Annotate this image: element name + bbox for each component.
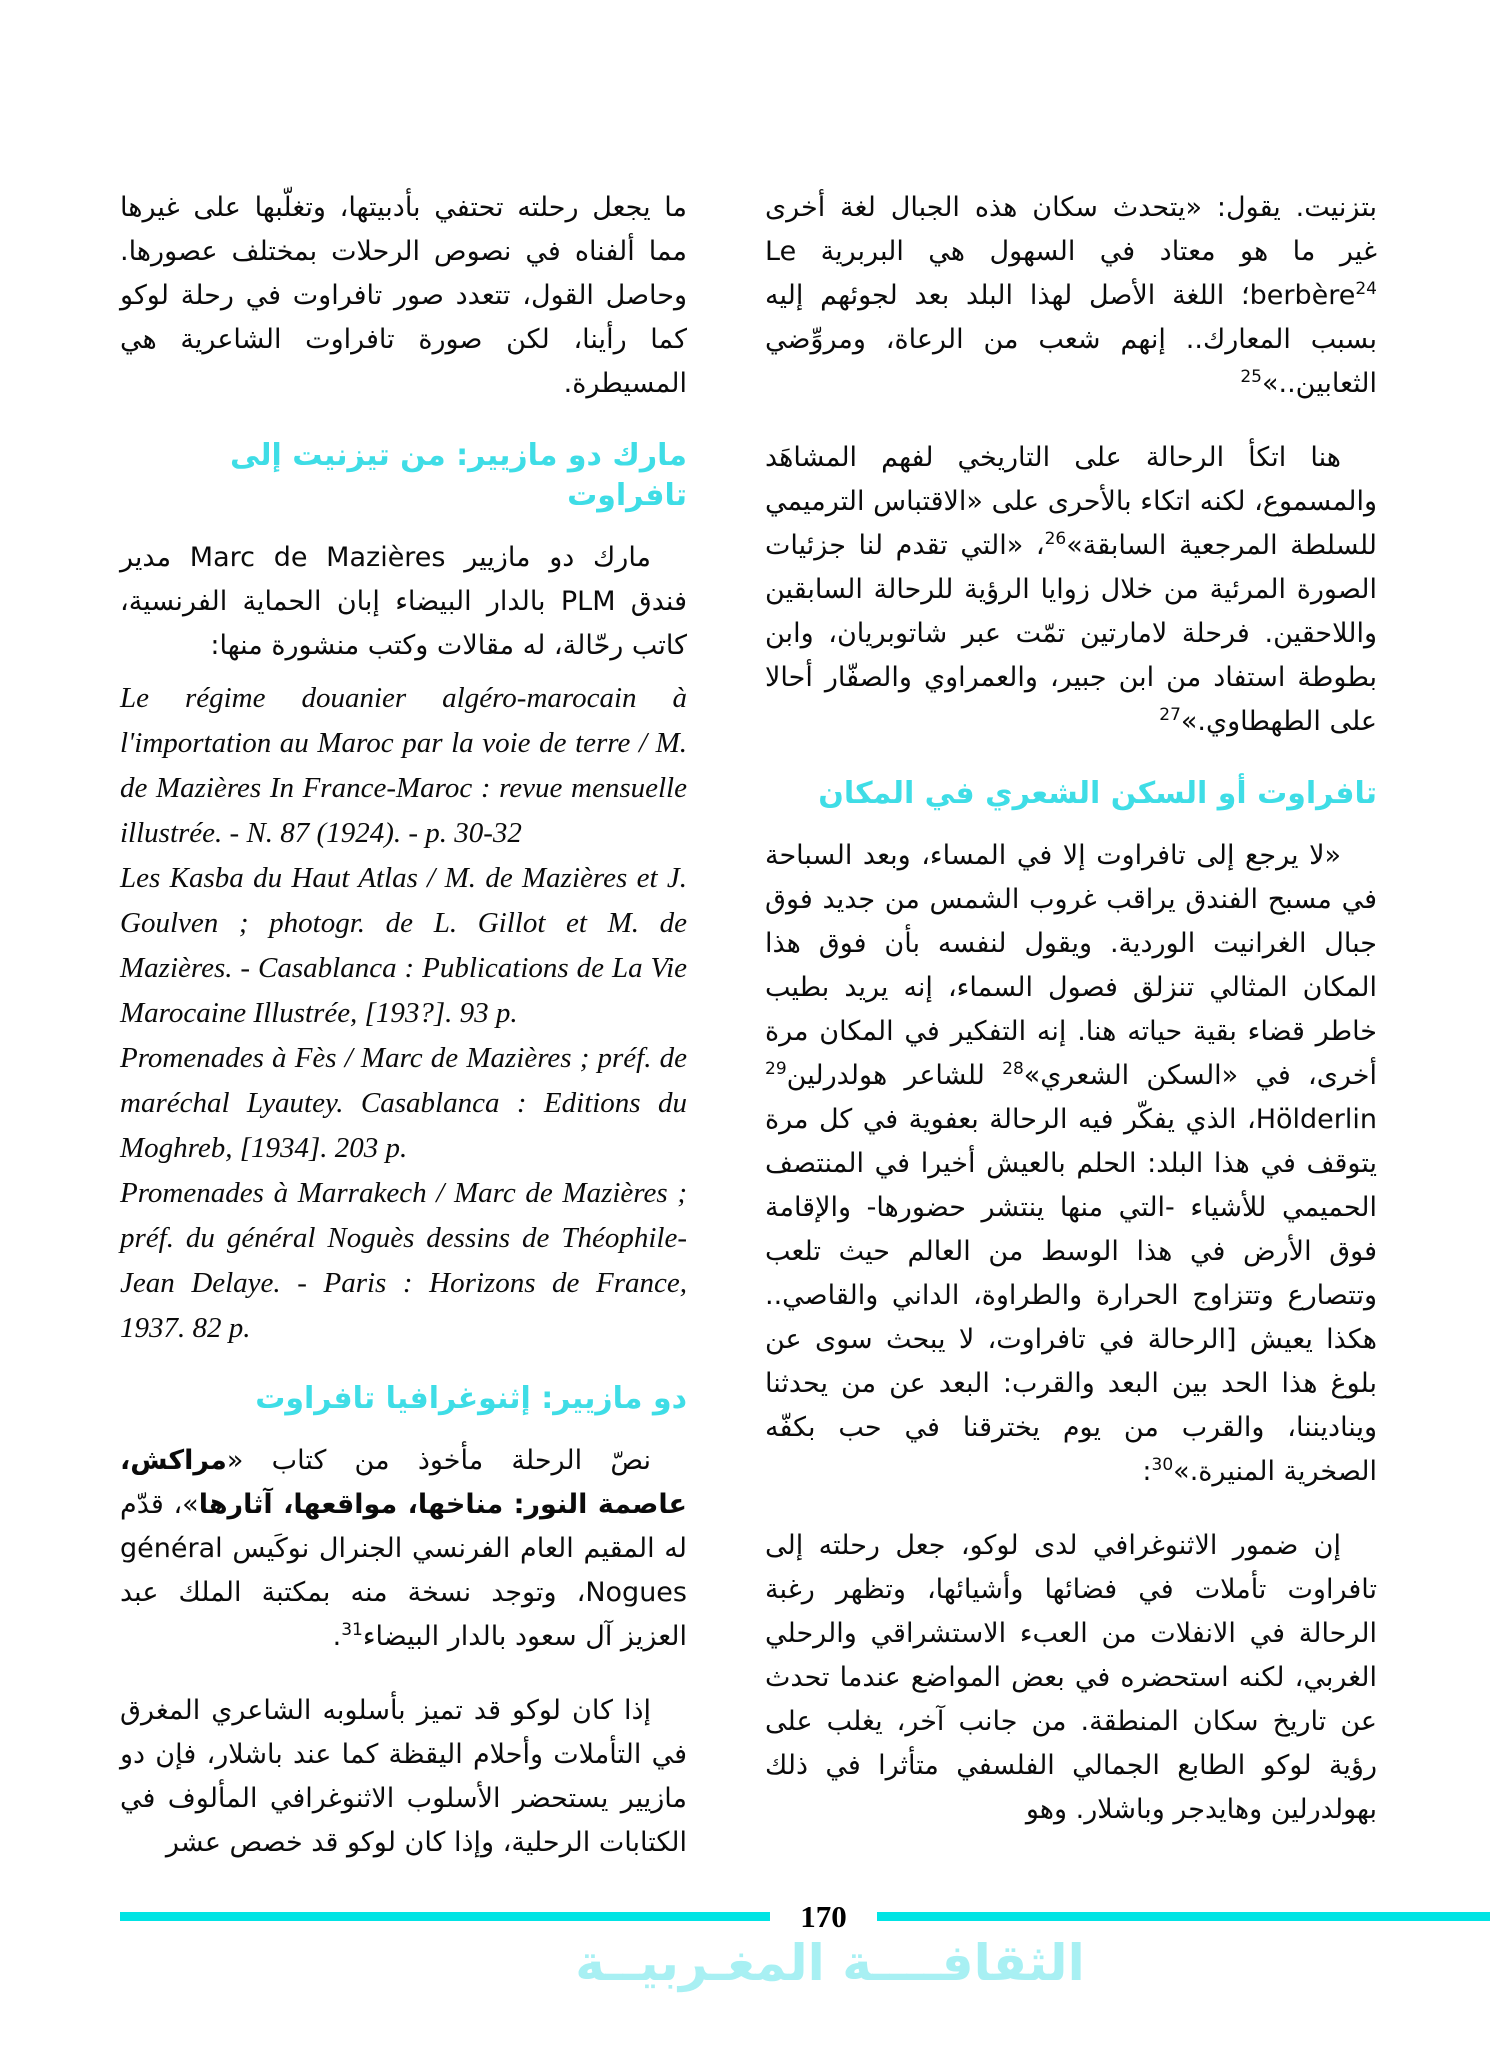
body-paragraph (120, 186, 687, 406)
section-heading: مارك دو مازيير: من تيزنيت إلى تافراوت (229, 438, 687, 513)
left-column (120, 186, 687, 1895)
body-paragraph (120, 536, 687, 668)
text-segment: ، «التي تقدم لنا جزئيات الصورة المرئية من خلال زوايا الرؤية للرحالة السابقين واللاحقين. فرحلة لامارتين تمّت عبر شاتوبريان، وابن بطوطة استفاد من ابن جبير، والعمراوي والصفّار أحالا على الطهطاوي.» (765, 530, 1377, 737)
bibliography-item: Les Kasba du Haut Atlas / M. de Mazières et J. Goulven ; photogr. de L. Gillot et M. de Mazières. - Casablanca : Publications de La Vie Marocaine Illustrée, [193?]. 93 p. (120, 862, 687, 1029)
section-heading: دو مازيير: إثنوغرافيا تافراوت (255, 1381, 687, 1416)
bibliography-list (120, 676, 687, 1351)
footnote-ref: 31 (341, 1620, 363, 1640)
bibliography-item: Promenades à Marrakech / Marc de Mazières ; préf. du général Noguès dessins de Théophile-Jean Delaye. - Paris : Horizons de France, 1937. 82 p. (120, 1177, 687, 1344)
page-number: 170 (800, 1898, 847, 1934)
text-segment: »، قدّم له المقيم العام الفرنسي الجنرال نوكَيس général Nogues، وتوجد نسخة منه بمكتبة الملك عبد العزيز آل سعود بالدار البيضاء (120, 1489, 687, 1652)
body-paragraph (120, 1689, 687, 1865)
footnote-ref: 29 (765, 1059, 787, 1079)
text-segment: ما يجعل رحلته تحتفي بأدبيتها، وتغلّبها على غيرها مما ألفناه في نصوص الرحلات بمختلف عصورها. وحاصل القول، تتعدد صور تافراوت في رحلة لوكو كما رأينا، لكن صورة تافراوت الشاعرية هي المسيطرة. (120, 192, 687, 399)
text-segment: إذا كان لوكو قد تميز بأسلوبه الشاعري المغرق في التأملات وأحلام اليقظة كما عند باشلار، فإن دو مازيير يستحضر الأسلوب الاثنوغرافي المألوف في الكتابات الرحلية، وإذا كان لوكو قد خصص عشر (120, 1695, 687, 1858)
body-paragraph (765, 1524, 1377, 1832)
footnote-ref: 26 (1044, 529, 1067, 549)
bibliography-item: Promenades à Fès / Marc de Mazières ; préf. de maréchal Lyautey. Casablanca : Editions du Moghreb, [1934]. 203 p. (120, 1042, 687, 1164)
text-segment: : (1142, 1456, 1152, 1487)
text-segment: مارك دو مازيير Marc de Mazières مدير فندق PLM بالدار البيضاء إبان الحماية الفرنسية، كاتب رحّالة، له مقالات وكتب منشورة منها: (120, 542, 687, 661)
text-segment: بتزنيت. يقول: «يتحدث سكان هذه الجبال لغة أخرى غير ما هو معتاد في السهول هي البربرية Le berbère (765, 192, 1377, 311)
text-segment: نصّ الرحلة مأخوذ من كتاب « (226, 1445, 651, 1476)
text-segment: للشاعر هولدرلين (786, 1060, 1003, 1091)
footnote-ref: 28 (1002, 1059, 1024, 1079)
footer-rule-left (120, 1912, 770, 1921)
bibliography-item: Le régime douanier algéro-marocain à l'importation au Maroc par la voie de terre / M. de Mazières In France-Maroc : revue mensuelle illustrée. - N. 87 (1924). - p. 30-32 (120, 682, 687, 849)
body-paragraph (120, 1439, 687, 1659)
section-heading: تافراوت أو السكن الشعري في المكان (818, 776, 1377, 811)
journal-nameplate: الثقافــــة المغـربيــة (575, 1934, 1085, 1992)
text-segment: مراكش، عاصمة النور: مناخها، مواقعها، آثارها (120, 1445, 687, 1520)
footnote-ref: 27 (1159, 705, 1181, 725)
body-paragraph (765, 436, 1377, 744)
text-segment: ؛ اللغة الأصل لهذا البلد بعد لجوئهم إليه بسبب المعارك.. إنهم شعب من الرعاة، ومروِّضي الثعابين..» (765, 280, 1377, 399)
footnote-ref: 25 (1240, 367, 1262, 387)
text-segment: . (332, 1621, 342, 1652)
footnote-ref: 30 (1151, 1455, 1174, 1475)
footer-rule-right (877, 1912, 1490, 1921)
body-paragraph (765, 834, 1377, 1494)
text-segment: إن ضمور الاثنوغرافي لدى لوكو، جعل رحلته إلى تافراوت تأملات في فضائها وأشيائها، وتظهر رغبة الرحالة في الانفلات من العبء الاستشراقي والرحلي الغربي، لكنه استحضره في بعض المواضع عندما تحدث عن تاريخ سكان المنطقة. من جانب آخر، يغلب على رؤية لوكو الطابع الجمالي الفلسفي متأثرا في ذلك بهولدرلين وهايدجر وباشلار. وهو (765, 1530, 1377, 1825)
two-column-layout (120, 186, 1377, 1895)
footnote-ref: 24 (1355, 279, 1377, 299)
right-column (765, 186, 1377, 1895)
body-paragraph (765, 186, 1377, 406)
text-segment: هنا اتكأ الرحالة على التاريخي لفهم المشاهَد والمسموع، لكنه اتكاء بالأحرى على «الاقتباس الترميمي للسلطة المرجعية السابقة» (765, 442, 1377, 561)
text-segment: Hölderlin، الذي يفكّر فيه الرحالة بعفوية في كل مرة يتوقف في هذا البلد: الحلم بالعيش أخيرا في المنتصف الحميمي للأشياء -التي منها ينتشر حضورها- والإقامة فوق الأرض في هذا الوسط من العالم حيث تلعب وتتصارع وتتزاوج الحرارة والطراوة، الداني والقاصي.. هكذا يعيش [الرحالة في تافراوت، لا يبحث سوى عن بلوغ هذا الحد بين البعد والقرب: البعد عن من يحدثنا ويناديننا، والقرب من يوم يخترقنا في حب بكفّه الصخرية المنيرة.» (765, 1104, 1377, 1487)
text-segment: «لا يرجع إلى تافراوت إلا في المساء، وبعد السباحة في مسبح الفندق يراقب غروب الشمس من جديد فوق جبال الغرانيت الوردية. ويقول لنفسه بأن فوق هذا المكان المثالي تنزلق فصول السماء، إنه يريد بطيب خاطر قضاء بقية حياته هنا. إنه التفكير في المكان مرة أخرى، في «السكن الشعري» (765, 840, 1377, 1091)
